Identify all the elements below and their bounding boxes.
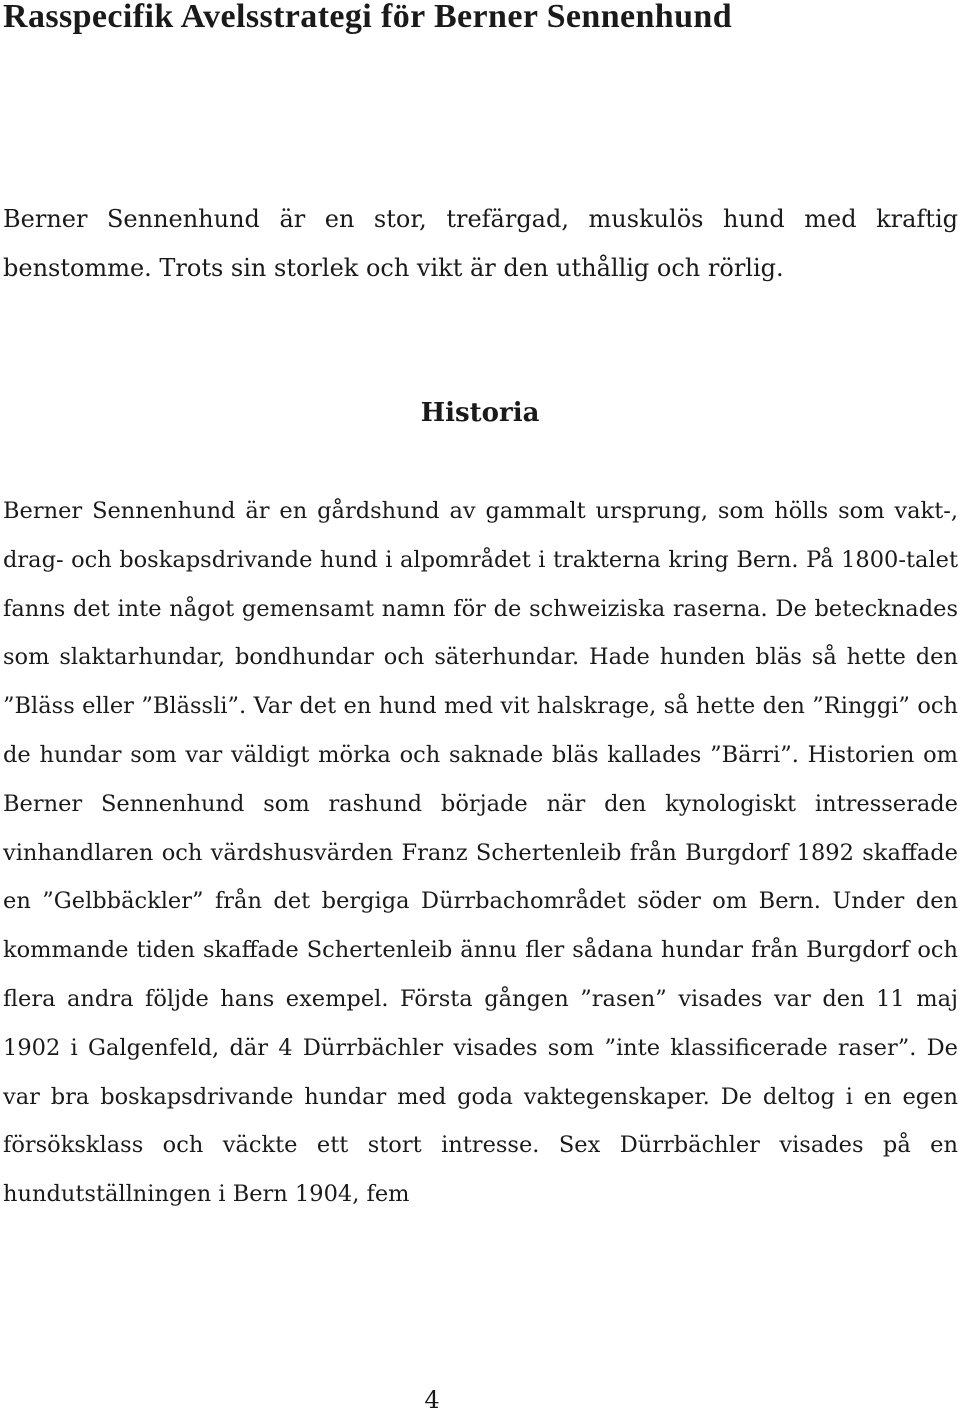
- page-number: 4: [424, 1386, 440, 1414]
- history-paragraph: Berner Sennenhund är en gårdshund av gammalt ursprung, som hölls som vakt-, drag- och boskapsdrivande hund i alpområdet i trakterna kring Bern. På 1800-talet fanns det inte något gemensamt namn för de schweiziska raserna. De betecknades som slaktarhundar, bondhundar och säterhundar. Hade hunden bläs så hette den ”Bläss eller ”Blässli”. Var det en hund med vit halskrage, så hette den ”Ringgi” och de hundar som var väldigt mörka och saknade bläs kallades ”Bärri”. Historien om Berner Sennenhund som rashund började när den kynologiskt intresserade vinhandlaren och värdshusvärden Franz Schertenleib från Burgdorf 1892 skaffade en ”Gelbbäckler” från det bergiga Dürrbachområdet söder om Bern. Under den kommande tiden skaffade Schertenleib ännu fler sådana hundar från Burgdorf och flera andra följde hans exempel. Första gången ”rasen” visades var den 11 maj 1902 i Galgenfeld, där 4 Dürrbächler visades som ”inte klassificerade raser”. De var bra boskapsdrivande hundar med goda vaktegenskaper. De deltog i en egen försöksklass och väckte ett stort intresse. Sex Dürrbächler visades på en hundutställningen i Bern 1904, fem: [3, 498, 958, 1208]
- document-title: Rasspecifik Avelsstrategi för Berner Sennenhund: [3, 0, 733, 35]
- section-heading: Historia: [420, 398, 540, 428]
- intro-paragraph: Berner Sennenhund är en stor, trefärgad, muskulös hund med kraftig benstomme. Trots sin storlek och vikt är den uthållig och rörlig.: [3, 205, 958, 282]
